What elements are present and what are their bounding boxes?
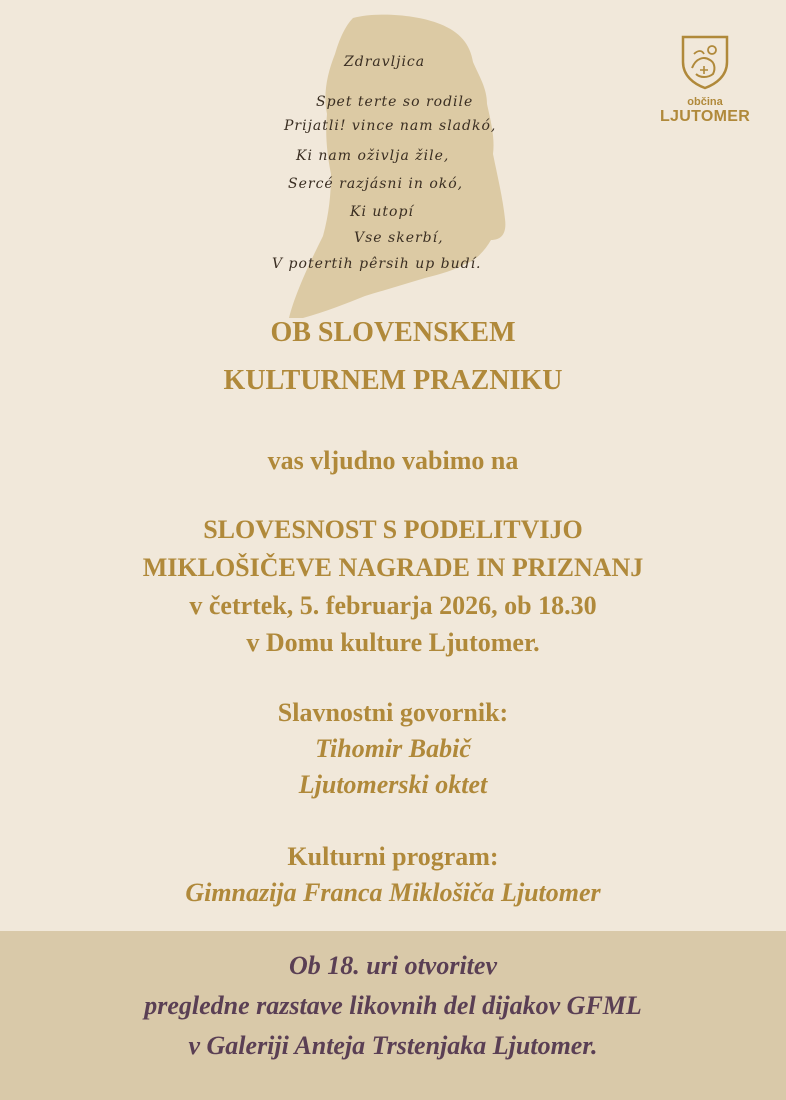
heading-line-2: KULTURNEM PRAZNIKU [223,365,563,396]
exhibition-line-3: v Galeriji Anteja Trstenjaka Ljutomer. [188,1031,598,1060]
poem-line: Vse skerbí, [354,230,444,246]
program-label: Kulturni program: [287,842,499,871]
event-line-1: SLOVESNOST S PODELITVIJO [203,515,583,544]
event-line-2: MIKLOŠIČEVE NAGRADE IN PRIZNANJ [142,553,644,582]
poem-line: V potertih pêrsih up budí. [272,256,482,272]
poem-line: Prijatli! vince nam sladkó, [284,118,497,134]
poem-title: Zdravljica [344,54,426,70]
speaker-label: Slavnostni govornik: [277,698,509,727]
program-name: Gimnazija Franca Miklošiča Ljutomer [185,878,601,907]
poem-line: Ki nam oživlja žile, [296,148,450,164]
exhibition-band [0,931,786,1100]
event-venue: v Domu kulture Ljutomer. [246,628,540,657]
poem-line: Spet terte so rodile [316,94,474,110]
poem-line: Ki utopí [350,204,414,220]
logo-big-text: LJUTOMER [659,108,751,125]
logo-small-text: občina [687,96,723,108]
municipality-logo [655,34,755,126]
invite-text: vas vljudno vabimo na [267,446,519,475]
exhibition-line-1: Ob 18. uri otvoritev [289,951,497,980]
exhibition-line-2: pregledne razstave likovnih del dijakov GFML [144,991,642,1020]
coat-of-arms-icon [680,34,730,90]
heading-line-1: OB SLOVENSKEM [270,317,516,348]
ensemble-name: Ljutomerski oktet [298,770,488,799]
speaker-name: Tihomir Babič [315,734,471,763]
event-date: v četrtek, 5. februarja 2026, ob 18.30 [189,591,597,620]
poem-line: Sercé razjásni in okó, [288,176,464,192]
